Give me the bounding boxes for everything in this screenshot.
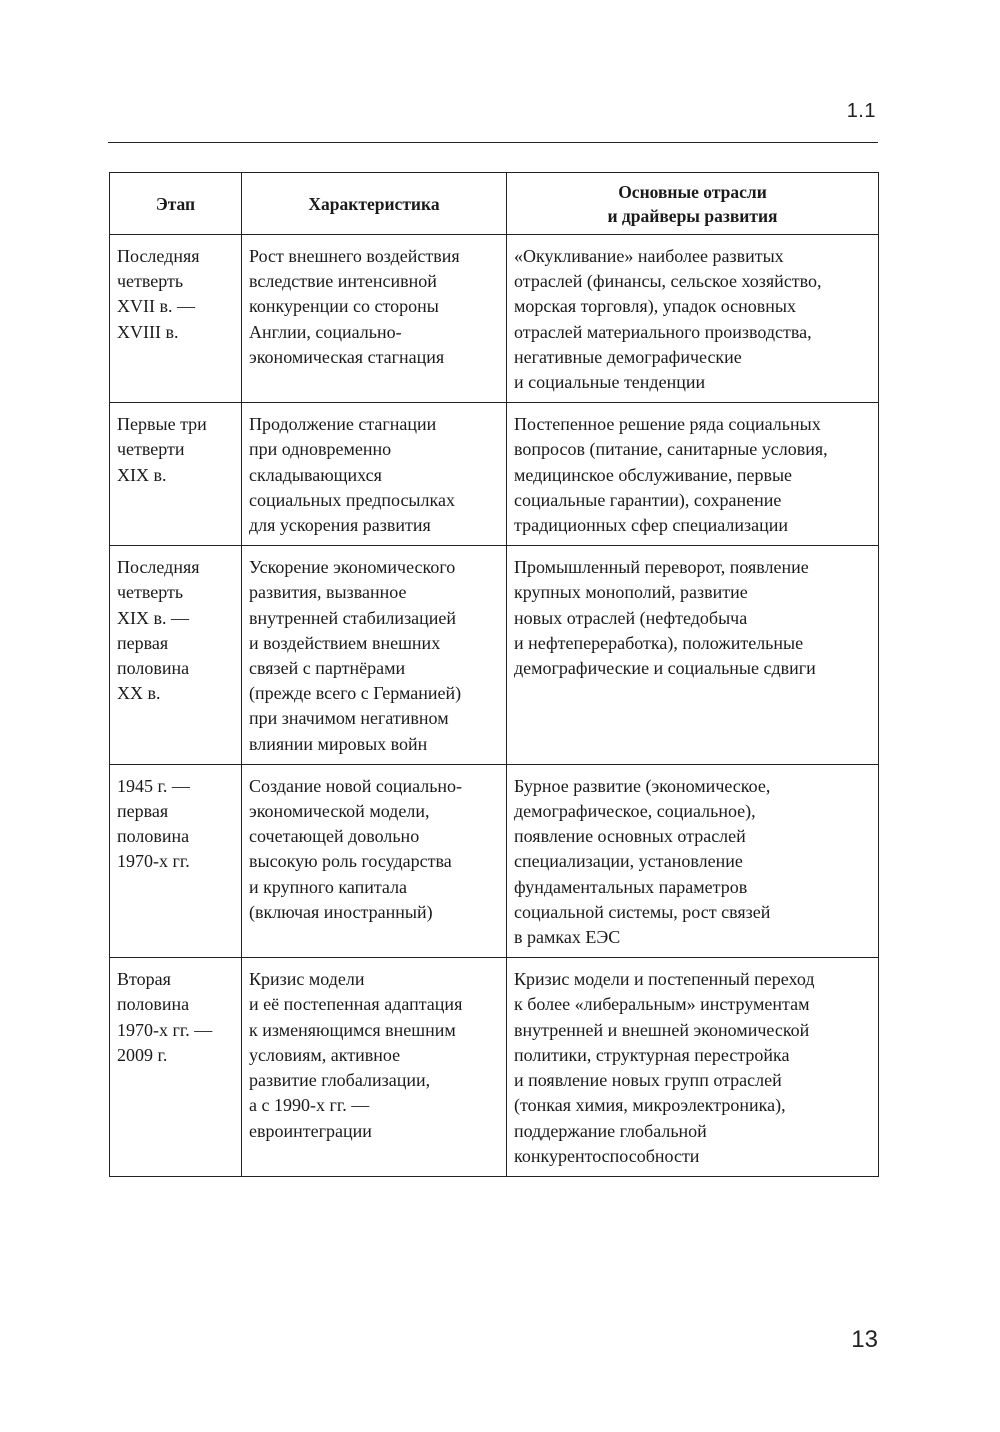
drivers-cell: Бурное развитие (экономическое, демографическое, социальное), появление основных отраслей специализации, установление фундаментальных параметров социальной системы, рост связей в рамках ЕЭС xyxy=(507,764,879,957)
characteristic-cell: Продолжение стагнации при одновременно складывающихся социальных предпосылках для ускорения развития xyxy=(242,403,507,546)
section-number: 1.1 xyxy=(846,100,876,122)
page-number: 13 xyxy=(851,1326,878,1353)
table-row xyxy=(110,546,879,765)
drivers-cell: Постепенное решение ряда социальных вопросов (питание, санитарные условия, медицинское обслуживание, первые социальные гарантии), сохранение традиционных сфер специализации xyxy=(507,403,879,546)
characteristic-cell: Ускорение экономического развития, вызванное внутренней стабилизацией и воздействием внешних связей с партнёрами (прежде всего с Германией) при значимом негативном влиянии мировых войн xyxy=(242,546,507,765)
drivers-cell: «Окукливание» наиболее развитых отраслей (финансы, сельское хозяйство, морская торговля), упадок основных отраслей материального производства, негативные демографические и социальные тенденции xyxy=(507,235,879,403)
characteristic-cell: Кризис модели и её постепенная адаптация к изменяющимся внешним условиям, активное развитие глобализации, а с 1990-х гг. — евроинтеграции xyxy=(242,958,507,1177)
table-row xyxy=(110,403,879,546)
characteristic-cell: Рост внешнего воздействия вследствие интенсивной конкуренции со стороны Англии, социально- экономическая стагнация xyxy=(242,235,507,403)
stage-cell: Вторая половина 1970-х гг. — 2009 г. xyxy=(110,958,242,1177)
table-row xyxy=(110,764,879,957)
stage-cell: Первые три четверти XIX в. xyxy=(110,403,242,546)
table-header-row xyxy=(110,173,879,235)
table-row xyxy=(110,235,879,403)
table-container xyxy=(109,172,878,1177)
stage-cell: Последняя четверть XIX в. — первая половина XX в. xyxy=(110,546,242,765)
table-row xyxy=(110,958,879,1177)
column-header-drivers: Основные отрасли и драйверы развития xyxy=(507,173,879,235)
column-header-characteristic: Характеристика xyxy=(242,173,507,235)
drivers-cell: Кризис модели и постепенный переход к более «либеральным» инструментам внутренней и внешней экономической политики, структурная перестройка и появление новых групп отраслей (тонкая химия, микроэлектроника), поддержание глобальной конкурентоспособности xyxy=(507,958,879,1177)
characteristic-cell: Создание новой социально- экономической модели, сочетающей довольно высокую роль государства и крупного капитала (включая иностранный) xyxy=(242,764,507,957)
stages-table xyxy=(109,172,879,1177)
drivers-cell: Промышленный переворот, появление крупных монополий, развитие новых отраслей (нефтедобыча и нефтепереработка), положительные демографические и социальные сдвиги xyxy=(507,546,879,765)
header-rule xyxy=(108,142,878,143)
stage-cell: Последняя четверть XVII в. — XVIII в. xyxy=(110,235,242,403)
stage-cell: 1945 г. — первая половина 1970-х гг. xyxy=(110,764,242,957)
column-header-stage: Этап xyxy=(110,173,242,235)
